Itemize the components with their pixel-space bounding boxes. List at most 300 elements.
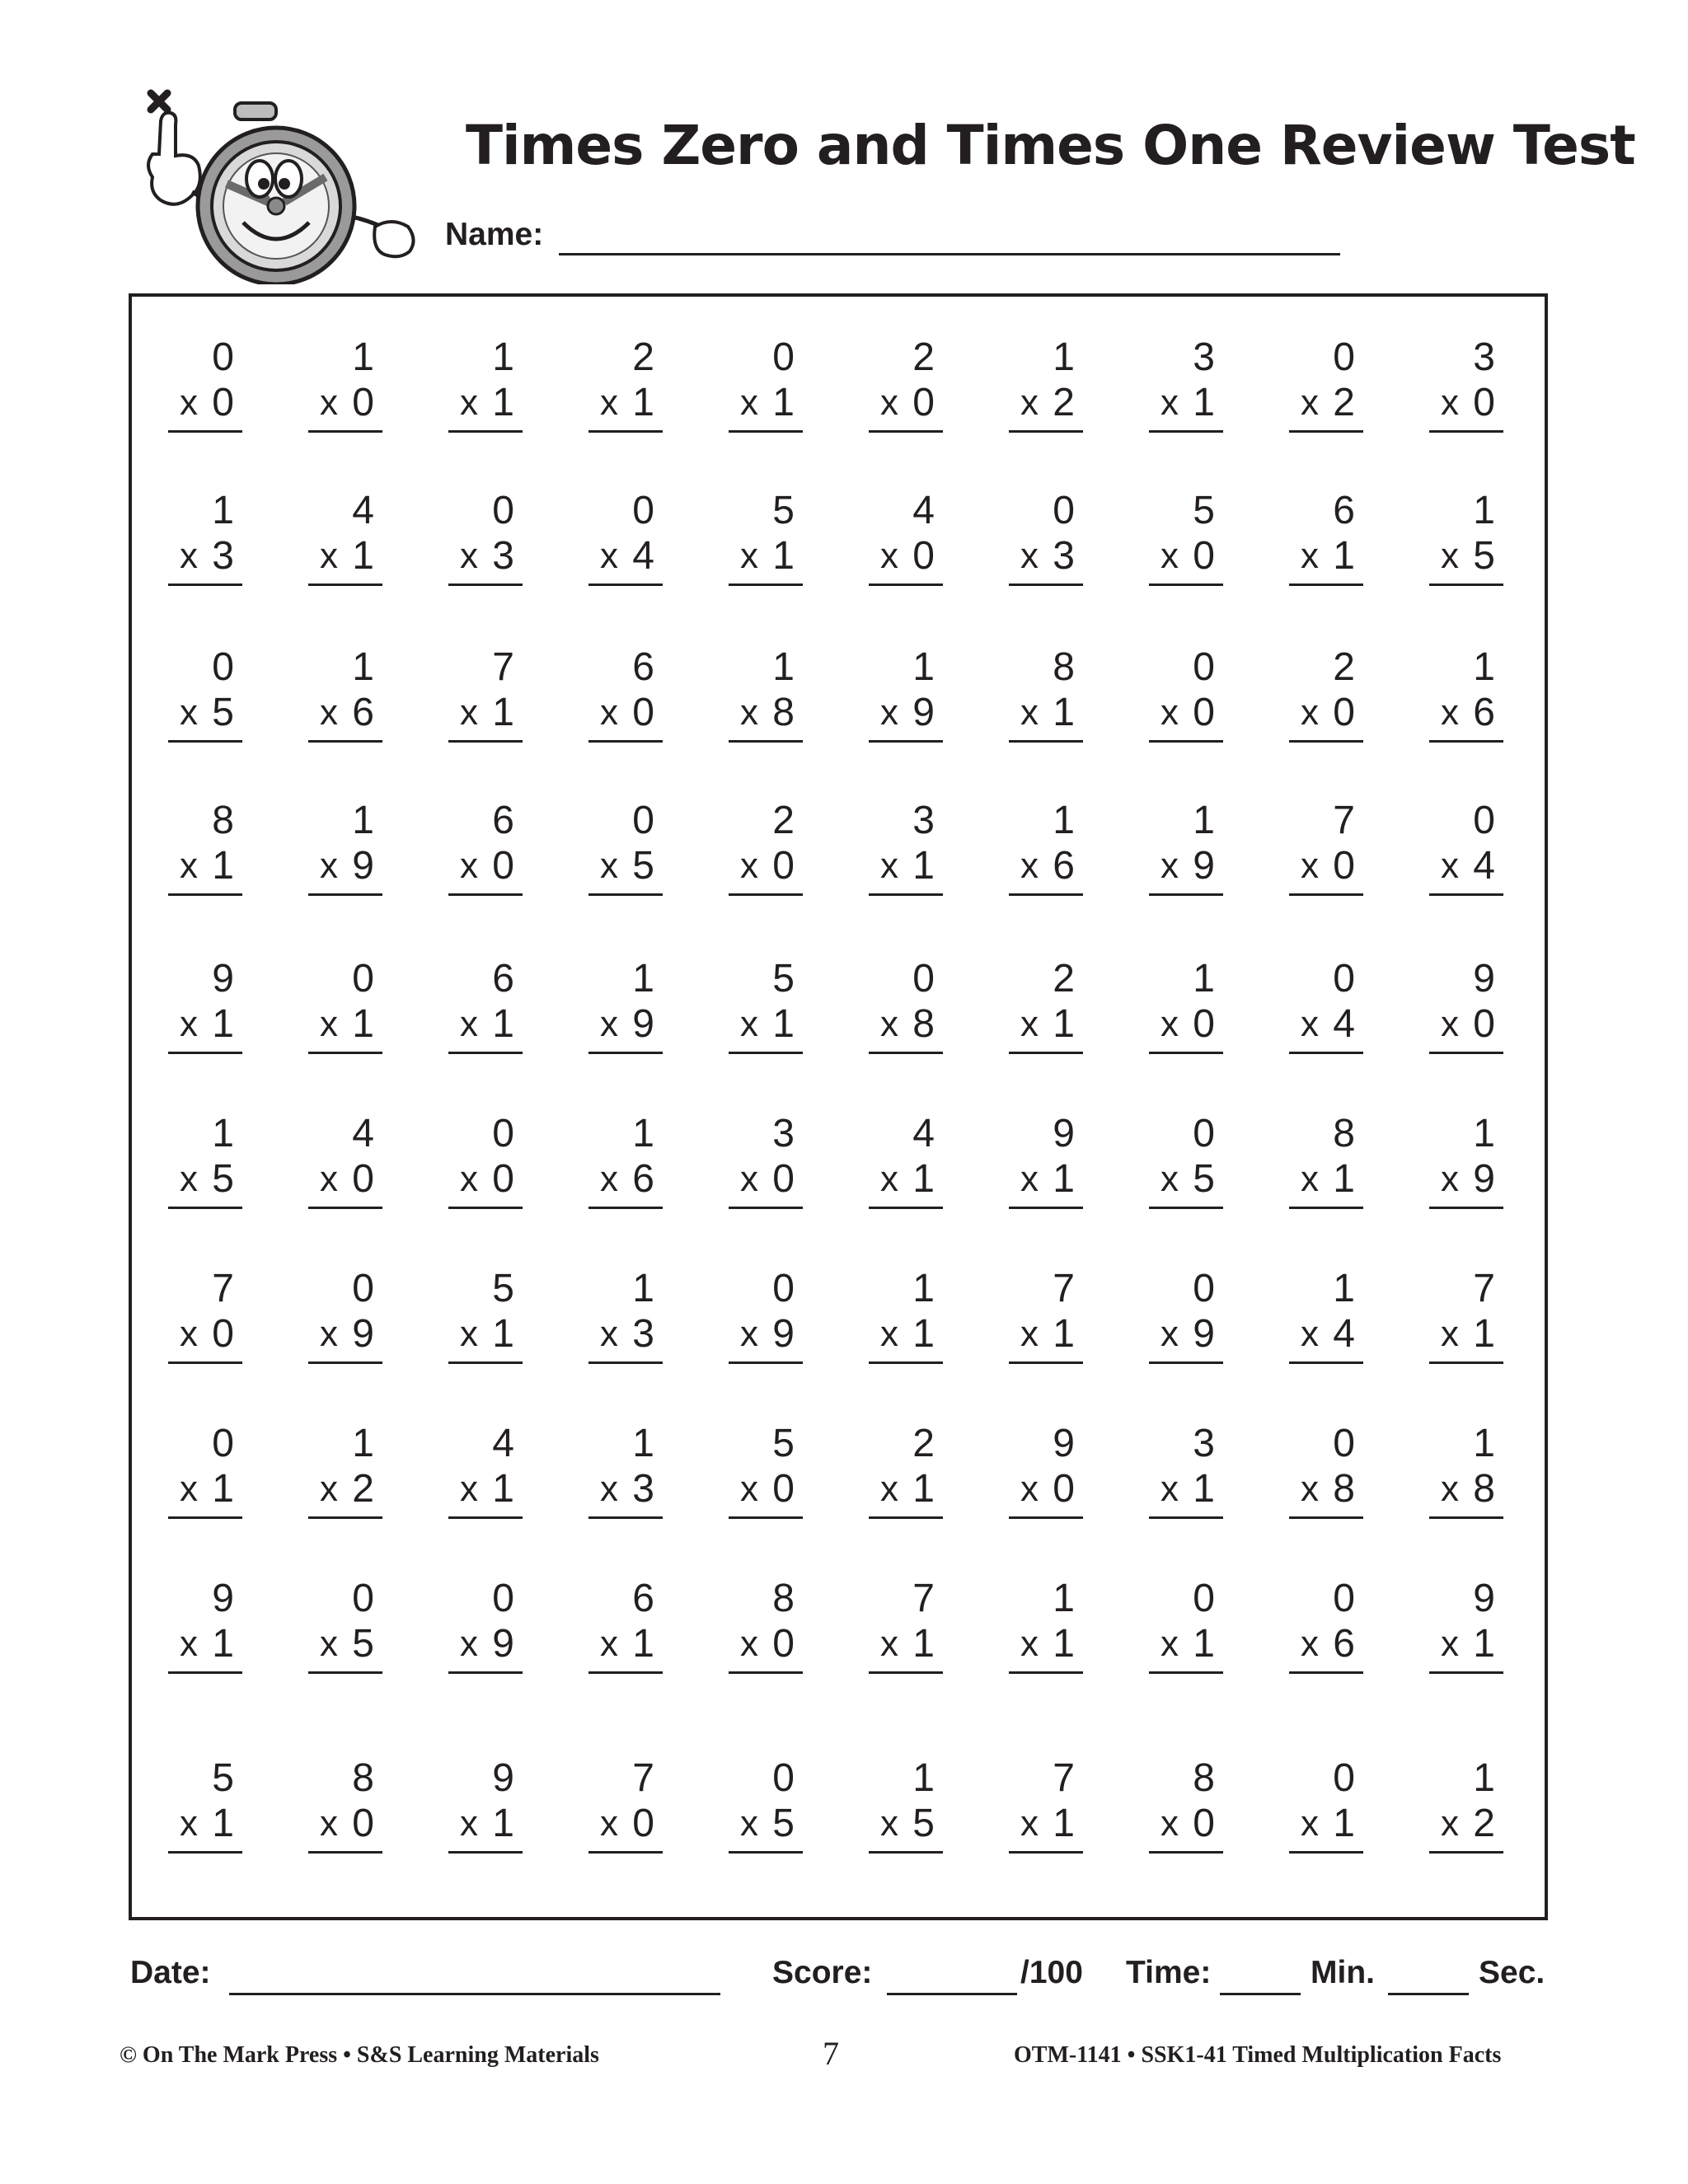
answer-line[interactable] — [1009, 430, 1083, 433]
multiplier: 3 — [632, 1312, 654, 1356]
answer-line[interactable] — [1429, 1851, 1503, 1854]
multiplier: 1 — [492, 381, 514, 424]
multiplier-row — [1009, 379, 1083, 427]
multiplier: 1 — [1053, 1002, 1075, 1046]
problem-39 — [1289, 798, 1363, 897]
answer-line[interactable] — [448, 430, 523, 433]
multiplicand: 4 — [492, 1422, 514, 1465]
multiplier-row — [1149, 689, 1223, 737]
multiplier: 6 — [1053, 844, 1075, 888]
answer-line[interactable] — [1149, 583, 1223, 586]
time-seconds-field[interactable] — [1388, 1993, 1469, 1995]
multiplicand: 7 — [632, 1756, 654, 1800]
problem-27 — [1009, 644, 1083, 743]
answer-line[interactable] — [1429, 1671, 1503, 1674]
problem-24 — [588, 644, 663, 743]
answer-line[interactable] — [869, 430, 943, 433]
multiplier: 6 — [1473, 691, 1495, 734]
multiplier: 3 — [632, 1467, 654, 1511]
multiplicand: 8 — [772, 1577, 795, 1620]
multiplier-row — [729, 842, 803, 890]
multiplier: 1 — [212, 1002, 234, 1046]
answer-line[interactable] — [1289, 740, 1363, 743]
multiplier-row — [1289, 1001, 1363, 1048]
clock-mascot-icon — [120, 87, 424, 284]
multiply-sign: x — [320, 1159, 338, 1199]
multiplier: 2 — [352, 1467, 374, 1511]
multiplier: 9 — [352, 844, 374, 888]
multiplicand: 1 — [1473, 1422, 1495, 1465]
multiply-sign: x — [460, 692, 478, 733]
multiplicand: 1 — [1473, 1112, 1495, 1155]
multiplicand: 1 — [352, 799, 374, 842]
answer-line[interactable] — [588, 893, 663, 896]
answer-line[interactable] — [1149, 1052, 1223, 1054]
problem-54 — [588, 1111, 663, 1210]
multiplier: 1 — [352, 1002, 374, 1046]
multiply-sign: x — [1160, 1159, 1179, 1199]
answer-line[interactable] — [869, 1516, 943, 1519]
answer-line[interactable] — [1149, 893, 1223, 896]
multiplier-row — [588, 1620, 663, 1668]
multiply-sign: x — [1020, 1803, 1039, 1844]
answer-line[interactable] — [1429, 893, 1503, 896]
multiplicand: 0 — [1193, 1577, 1215, 1620]
multiplier-row — [448, 1465, 523, 1513]
problem-66 — [869, 1266, 943, 1365]
answer-line[interactable] — [1149, 1851, 1223, 1854]
answer-line[interactable] — [168, 740, 242, 743]
problem-83 — [448, 1576, 523, 1675]
problems-frame — [129, 293, 1548, 1920]
multiplicand: 9 — [1053, 1112, 1075, 1155]
multiply-sign: x — [180, 1159, 198, 1199]
multiplier-row — [1149, 1800, 1223, 1848]
multiply-sign: x — [1160, 1624, 1179, 1664]
answer-line[interactable] — [1009, 1052, 1083, 1054]
answer-line[interactable] — [729, 1516, 803, 1519]
answer-line[interactable] — [1289, 1052, 1363, 1054]
score-field[interactable] — [887, 1993, 1017, 1995]
multiply-sign: x — [880, 1469, 898, 1509]
multiply-sign: x — [1301, 1004, 1319, 1044]
answer-line[interactable] — [869, 1361, 943, 1364]
answer-line[interactable] — [448, 1052, 523, 1054]
multiply-sign: x — [320, 536, 338, 576]
multiplier-row — [308, 379, 382, 427]
date-label: Date: — [130, 1955, 211, 1990]
answer-line[interactable] — [729, 1671, 803, 1674]
answer-line[interactable] — [308, 1671, 382, 1674]
answer-line[interactable] — [588, 430, 663, 433]
multiplier: 5 — [912, 1802, 935, 1845]
answer-line[interactable] — [1149, 1516, 1223, 1519]
multiplier: 0 — [772, 844, 795, 888]
multiply-sign: x — [600, 1159, 618, 1199]
multiplicand: 0 — [1333, 1577, 1355, 1620]
multiplier-row — [1289, 379, 1363, 427]
multiplicand: 1 — [912, 645, 935, 689]
multiplicand: 1 — [912, 1756, 935, 1800]
multiplier-row — [1429, 532, 1503, 580]
answer-line[interactable] — [448, 893, 523, 896]
answer-line[interactable] — [588, 1851, 663, 1854]
multiply-sign: x — [1441, 1803, 1459, 1844]
multiply-sign: x — [740, 1159, 758, 1199]
multiplier: 9 — [912, 691, 935, 734]
multiplicand: 1 — [1053, 799, 1075, 842]
multiply-sign: x — [880, 846, 898, 886]
multiplier-row — [869, 1155, 943, 1203]
answer-line[interactable] — [588, 1516, 663, 1519]
answer-line[interactable] — [729, 1851, 803, 1854]
problem-62 — [308, 1266, 382, 1365]
answer-line[interactable] — [1429, 1361, 1503, 1364]
multiply-sign: x — [1020, 1004, 1039, 1044]
multiplier: 4 — [1333, 1002, 1355, 1046]
answer-line[interactable] — [729, 583, 803, 586]
answer-line[interactable] — [588, 583, 663, 586]
answer-line[interactable] — [1289, 1671, 1363, 1674]
multiplier: 1 — [912, 844, 935, 888]
multiplier: 1 — [1193, 1622, 1215, 1666]
multiplier: 1 — [1473, 1622, 1495, 1666]
problem-87 — [1009, 1576, 1083, 1675]
multiplicand: 1 — [1473, 1756, 1495, 1800]
answer-line[interactable] — [869, 740, 943, 743]
answer-line[interactable] — [588, 1671, 663, 1674]
multiply-sign: x — [1020, 1314, 1039, 1354]
answer-line[interactable] — [1009, 1207, 1083, 1209]
multiplier-row — [308, 1001, 382, 1048]
answer-line[interactable] — [1289, 1361, 1363, 1364]
multiplier-row — [448, 842, 523, 890]
answer-line[interactable] — [308, 740, 382, 743]
multiplier-row — [448, 1620, 523, 1668]
answer-line[interactable] — [869, 1052, 943, 1054]
multiplier: 8 — [772, 691, 795, 734]
multiply-sign: x — [320, 382, 338, 423]
answer-line[interactable] — [308, 1052, 382, 1054]
answer-line[interactable] — [1429, 1516, 1503, 1519]
multiply-sign: x — [180, 692, 198, 733]
answer-line[interactable] — [168, 1361, 242, 1364]
problem-20 — [1429, 488, 1503, 587]
multiply-sign: x — [880, 536, 898, 576]
multiplicand: 0 — [352, 1267, 374, 1310]
copyright-text: © On The Mark Press • S&S Learning Materials — [120, 2042, 599, 2068]
problem-14 — [588, 488, 663, 587]
problem-77 — [1009, 1421, 1083, 1520]
multiply-sign: x — [320, 1803, 338, 1844]
name-field[interactable] — [559, 253, 1340, 255]
multiply-sign: x — [1441, 1469, 1459, 1509]
answer-line[interactable] — [588, 1207, 663, 1209]
problem-10 — [1429, 335, 1503, 434]
multiplicand: 0 — [1473, 799, 1495, 842]
multiplier-row — [308, 1465, 382, 1513]
answer-line[interactable] — [588, 1361, 663, 1364]
multiplier-row — [168, 689, 242, 737]
answer-line[interactable] — [168, 1851, 242, 1854]
multiplicand: 0 — [1193, 1112, 1215, 1155]
multiply-sign: x — [1020, 1159, 1039, 1199]
answer-line[interactable] — [1149, 1361, 1223, 1364]
multiplier: 0 — [352, 1157, 374, 1201]
multiplicand: 6 — [492, 957, 514, 1001]
answer-line[interactable] — [729, 430, 803, 433]
problem-47 — [1009, 956, 1083, 1055]
answer-line[interactable] — [168, 430, 242, 433]
answer-line[interactable] — [588, 740, 663, 743]
multiplier: 1 — [212, 844, 234, 888]
multiplier-row — [308, 1310, 382, 1358]
answer-line[interactable] — [448, 1207, 523, 1209]
multiplicand: 0 — [212, 645, 234, 689]
multiplier-row — [308, 842, 382, 890]
multiplier: 1 — [912, 1467, 935, 1511]
answer-line[interactable] — [1149, 1671, 1223, 1674]
multiply-sign: x — [880, 1314, 898, 1354]
multiplier-row — [1429, 1620, 1503, 1668]
answer-line[interactable] — [1149, 740, 1223, 743]
answer-line[interactable] — [308, 583, 382, 586]
answer-line[interactable] — [308, 893, 382, 896]
answer-line[interactable] — [448, 1361, 523, 1364]
answer-line[interactable] — [448, 1671, 523, 1674]
answer-line[interactable] — [1429, 740, 1503, 743]
date-field[interactable] — [229, 1993, 720, 1995]
multiplier-row — [1149, 842, 1223, 890]
multiply-sign: x — [1301, 1624, 1319, 1664]
multiplier-row — [1009, 842, 1083, 890]
problem-70 — [1429, 1266, 1503, 1365]
problem-90 — [1429, 1576, 1503, 1675]
answer-line[interactable] — [308, 1851, 382, 1854]
multiply-sign: x — [320, 1469, 338, 1509]
multiply-sign: x — [880, 1803, 898, 1844]
answer-line[interactable] — [1289, 1516, 1363, 1519]
answer-line[interactable] — [1009, 1361, 1083, 1364]
multiplier: 0 — [492, 844, 514, 888]
time-minutes-field[interactable] — [1220, 1993, 1301, 1995]
problem-33 — [448, 798, 523, 897]
multiplicand: 1 — [212, 489, 234, 532]
answer-line[interactable] — [869, 1851, 943, 1854]
multiplier-row — [448, 1800, 523, 1848]
problem-61 — [168, 1266, 242, 1365]
answer-line[interactable] — [448, 1516, 523, 1519]
multiplier-row — [168, 532, 242, 580]
multiplicand: 1 — [912, 1267, 935, 1310]
answer-line[interactable] — [869, 583, 943, 586]
multiply-sign: x — [1441, 1314, 1459, 1354]
multiplier: 4 — [1473, 844, 1495, 888]
problem-35 — [729, 798, 803, 897]
problem-74 — [588, 1421, 663, 1520]
multiplier: 0 — [912, 534, 935, 578]
problem-53 — [448, 1111, 523, 1210]
problem-68 — [1149, 1266, 1223, 1365]
problem-9 — [1289, 335, 1363, 434]
page-title: Times Zero and Times One Review Test — [466, 114, 1635, 177]
answer-line[interactable] — [168, 1052, 242, 1054]
problem-25 — [729, 644, 803, 743]
answer-line[interactable] — [1009, 1851, 1083, 1854]
answer-line[interactable] — [1149, 430, 1223, 433]
multiply-sign: x — [460, 382, 478, 423]
multiplicand: 6 — [1333, 489, 1355, 532]
answer-line[interactable] — [1429, 583, 1503, 586]
multiplicand: 1 — [772, 645, 795, 689]
multiplier-row — [1009, 1310, 1083, 1358]
multiplier: 1 — [212, 1622, 234, 1666]
multiply-sign: x — [460, 1624, 478, 1664]
multiplicand: 0 — [772, 1267, 795, 1310]
answer-line[interactable] — [1289, 893, 1363, 896]
multiplier-row — [869, 532, 943, 580]
answer-line[interactable] — [308, 1207, 382, 1209]
answer-line[interactable] — [308, 1361, 382, 1364]
problem-84 — [588, 1576, 663, 1675]
answer-line[interactable] — [1009, 740, 1083, 743]
answer-line[interactable] — [1009, 1671, 1083, 1674]
multiplier: 5 — [772, 1802, 795, 1845]
answer-line[interactable] — [448, 740, 523, 743]
multiply-sign: x — [180, 1803, 198, 1844]
multiplicand: 1 — [212, 1112, 234, 1155]
answer-line[interactable] — [1429, 1207, 1503, 1209]
multiplicand: 8 — [352, 1756, 374, 1800]
multiplicand: 1 — [632, 1112, 654, 1155]
answer-line[interactable] — [1009, 893, 1083, 896]
multiplier: 0 — [1333, 691, 1355, 734]
multiplier-row — [1429, 689, 1503, 737]
multiply-sign: x — [320, 1624, 338, 1664]
multiplicand: 3 — [772, 1112, 795, 1155]
multiplicand: 4 — [352, 1112, 374, 1155]
answer-line[interactable] — [729, 1052, 803, 1054]
multiplier-row — [1429, 1465, 1503, 1513]
answer-line[interactable] — [168, 1516, 242, 1519]
multiplicand: 2 — [1333, 645, 1355, 689]
answer-line[interactable] — [1009, 1516, 1083, 1519]
multiplicand: 2 — [772, 799, 795, 842]
answer-line[interactable] — [729, 1207, 803, 1209]
multiplier: 8 — [1333, 1467, 1355, 1511]
multiplicand: 1 — [632, 957, 654, 1001]
answer-line[interactable] — [1009, 583, 1083, 586]
problem-26 — [869, 644, 943, 743]
multiplier-row — [448, 532, 523, 580]
answer-line[interactable] — [308, 430, 382, 433]
problem-43 — [448, 956, 523, 1055]
problem-7 — [1009, 335, 1083, 434]
multiplier: 1 — [632, 1622, 654, 1666]
multiplicand: 0 — [212, 1422, 234, 1465]
multiply-icon — [151, 93, 167, 110]
multiplier-row — [1289, 532, 1363, 580]
problem-71 — [168, 1421, 242, 1520]
answer-line[interactable] — [869, 893, 943, 896]
answer-line[interactable] — [869, 1207, 943, 1209]
multiply-sign: x — [460, 1314, 478, 1354]
answer-line[interactable] — [168, 1207, 242, 1209]
problem-89 — [1289, 1576, 1363, 1675]
multiply-sign: x — [460, 846, 478, 886]
answer-line[interactable] — [168, 1671, 242, 1674]
multiplicand: 7 — [1053, 1267, 1075, 1310]
multiply-sign: x — [1441, 1004, 1459, 1044]
multiplier: 2 — [1473, 1802, 1495, 1845]
answer-line[interactable] — [308, 1516, 382, 1519]
problem-93 — [448, 1755, 523, 1854]
problem-78 — [1149, 1421, 1223, 1520]
multiplier: 0 — [1193, 1002, 1215, 1046]
answer-line[interactable] — [448, 583, 523, 586]
multiply-sign: x — [1020, 1469, 1039, 1509]
answer-line[interactable] — [1429, 430, 1503, 433]
answer-line[interactable] — [448, 1851, 523, 1854]
multiplier: 5 — [632, 844, 654, 888]
problem-46 — [869, 956, 943, 1055]
answer-line[interactable] — [729, 740, 803, 743]
multiplier: 5 — [212, 691, 234, 734]
multiply-sign: x — [320, 1004, 338, 1044]
multiplier: 6 — [352, 691, 374, 734]
multiplicand: 0 — [1333, 1756, 1355, 1800]
answer-line[interactable] — [729, 1361, 803, 1364]
multiplier-row — [448, 379, 523, 427]
multiplicand: 8 — [1053, 645, 1075, 689]
answer-line[interactable] — [1429, 1052, 1503, 1054]
multiplier-row — [729, 379, 803, 427]
answer-line[interactable] — [729, 893, 803, 896]
multiplier-row — [168, 379, 242, 427]
problem-21 — [168, 644, 242, 743]
answer-line[interactable] — [168, 893, 242, 896]
answer-line[interactable] — [1289, 1207, 1363, 1209]
multiplier: 1 — [772, 381, 795, 424]
multiplicand: 1 — [1473, 489, 1495, 532]
multiplicand: 7 — [492, 645, 514, 689]
problem-50 — [1429, 956, 1503, 1055]
multiplier-row — [869, 1310, 943, 1358]
multiplicand: 5 — [212, 1756, 234, 1800]
multiplier-row — [1149, 379, 1223, 427]
answer-line[interactable] — [1289, 583, 1363, 586]
multiply-sign: x — [1160, 846, 1179, 886]
answer-line[interactable] — [869, 1671, 943, 1674]
problem-69 — [1289, 1266, 1363, 1365]
multiply-sign: x — [1301, 1159, 1319, 1199]
problem-22 — [308, 644, 382, 743]
multiply-sign: x — [1441, 846, 1459, 886]
multiplier: 1 — [1053, 691, 1075, 734]
multiply-sign: x — [1301, 1314, 1319, 1354]
answer-line[interactable] — [1289, 430, 1363, 433]
multiplier: 1 — [212, 1802, 234, 1845]
answer-line[interactable] — [1149, 1207, 1223, 1209]
multiplicand: 0 — [772, 335, 795, 379]
answer-line[interactable] — [588, 1052, 663, 1054]
score-label: Score: — [772, 1955, 873, 1990]
problem-1 — [168, 335, 242, 434]
multiplier: 6 — [1333, 1622, 1355, 1666]
answer-line[interactable] — [1289, 1851, 1363, 1854]
answer-line[interactable] — [168, 583, 242, 586]
problem-96 — [869, 1755, 943, 1854]
